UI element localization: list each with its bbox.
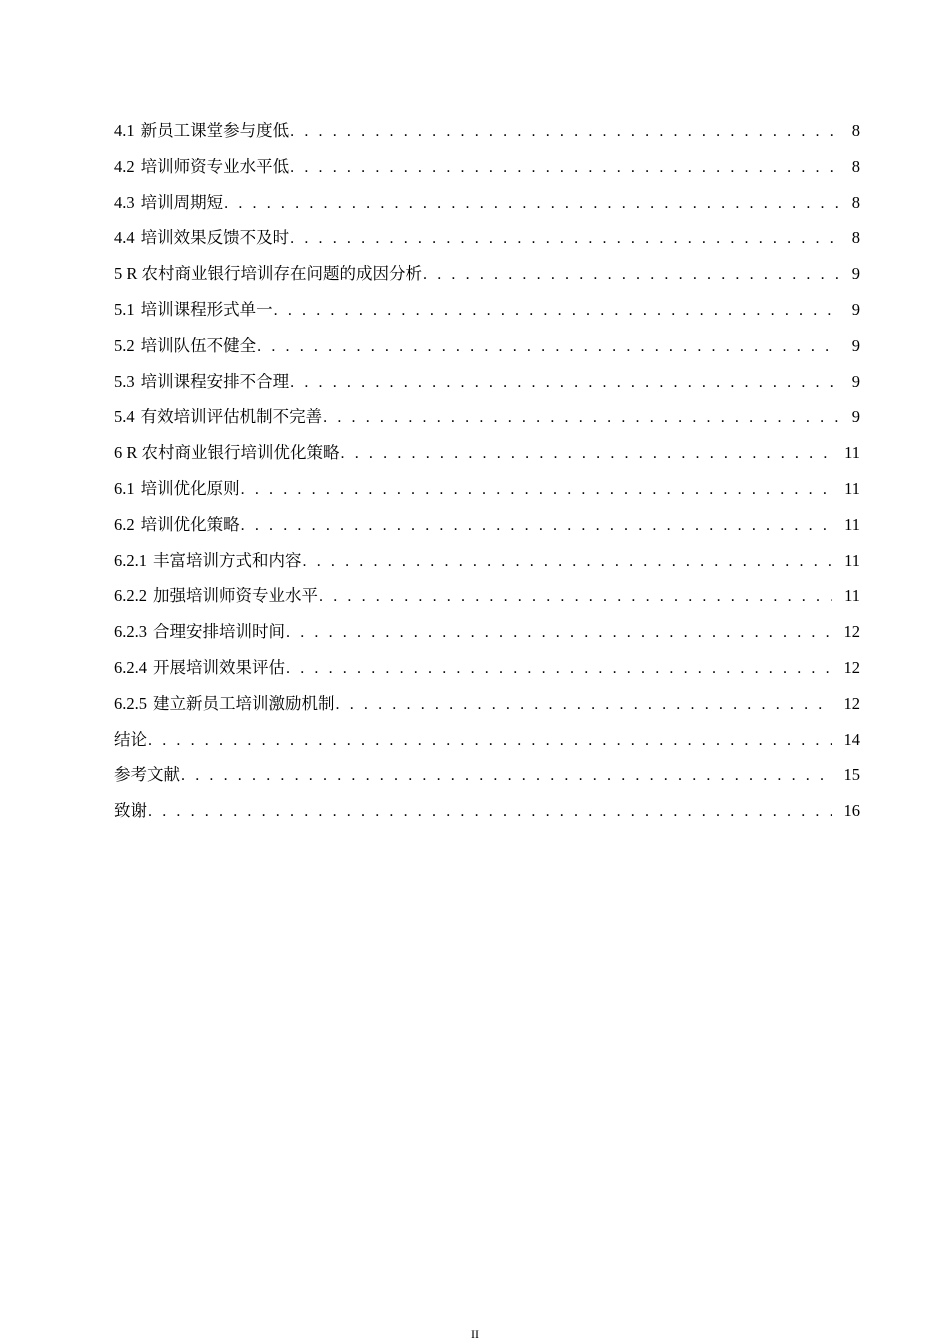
toc-entry-title	[114, 507, 240, 543]
toc-entry-number: 4.1	[114, 121, 135, 140]
toc-entry[interactable]	[114, 686, 860, 722]
toc-entry-title	[114, 471, 240, 507]
toc-leader-dots	[274, 293, 838, 329]
toc-entry-title: 结论	[114, 729, 147, 749]
toc-leader-dots	[290, 365, 838, 401]
toc-entry-text: 培训队伍不健全	[140, 335, 257, 355]
toc-chapter-entry[interactable]	[114, 757, 860, 793]
toc-entry-number: 5.2	[114, 335, 135, 355]
toc-entry[interactable]	[114, 578, 860, 614]
toc-leader-dots	[224, 186, 838, 222]
toc-entry-page: 9	[851, 407, 860, 427]
toc-entry-page: 16	[843, 801, 860, 821]
toc-entry-number: 4.2	[114, 156, 135, 176]
toc-entry-number: 4.4	[114, 228, 135, 248]
toc-entry-title	[114, 185, 223, 221]
toc-entry-number: 6.2.3	[114, 622, 147, 642]
toc-entry[interactable]	[114, 149, 860, 185]
toc-entry-text: 建立新员工培训激励机制	[153, 693, 335, 713]
toc-leader-dots	[303, 544, 833, 580]
toc-leader-dots	[148, 723, 832, 759]
toc-entry-title: 6 R 农村商业银行培训优化策略	[114, 443, 340, 463]
toc-leader-dots	[286, 651, 832, 687]
toc-entry-page: 8	[851, 121, 860, 140]
toc-entry-page: 12	[843, 622, 860, 642]
toc-entry-number: 6.2.4	[114, 657, 147, 677]
toc-leader-dots	[290, 221, 838, 257]
toc-entry-title	[114, 292, 273, 328]
toc-entry-number: 6.2	[114, 514, 135, 534]
toc-entry-title	[114, 220, 289, 256]
toc-entry-text: 培训课程形式单一	[140, 299, 273, 319]
toc-chapter-entry[interactable]	[114, 722, 860, 758]
toc-entry-text: 培训优化原则	[140, 478, 240, 498]
toc-entry-page: 12	[843, 657, 860, 677]
toc-entry-page: 11	[844, 586, 860, 606]
toc-entry-page: 9	[851, 299, 860, 319]
toc-entry-page: 11	[844, 443, 860, 463]
toc-entry-title: 5 R 农村商业银行培训存在问题的成因分析	[114, 264, 423, 284]
toc-entry-title: 参考文献	[114, 765, 180, 785]
toc-entry-text: 合理安排培训时间	[153, 622, 285, 642]
toc-entry-page: 11	[844, 550, 860, 570]
toc-chapter-entry[interactable]	[114, 256, 860, 292]
toc-entry-page: 15	[843, 765, 860, 785]
toc-entry-number: 6.2.2	[114, 586, 147, 606]
toc-leader-dots	[257, 329, 838, 365]
toc-leader-dots	[336, 687, 832, 723]
toc-entry-number: 5.4	[114, 407, 135, 427]
toc-entry-title: 致谢	[114, 801, 147, 821]
toc-leader-dots	[148, 794, 832, 830]
footer-page-number: II	[471, 1327, 479, 1341]
toc-entry-text: 丰富培训方式和内容	[153, 550, 302, 570]
toc-entry[interactable]	[114, 292, 860, 328]
toc-entry-title	[114, 614, 285, 650]
toc-leader-dots	[323, 400, 838, 436]
toc-entry-number: 5.3	[114, 371, 135, 391]
toc-entry-page: 11	[844, 514, 860, 534]
toc-entry-page: 8	[851, 156, 860, 176]
toc-leader-dots	[423, 257, 838, 293]
toc-chapter-entry[interactable]	[114, 793, 860, 829]
toc-entry-text: 培训效果反馈不及时	[140, 228, 290, 248]
toc-entry-title	[114, 364, 289, 400]
toc-entry-page: 9	[851, 335, 860, 355]
toc-entry-number: 6.1	[114, 478, 135, 498]
toc-chapter-entry[interactable]	[114, 435, 860, 471]
toc-entry-number: 5.1	[114, 299, 135, 319]
toc-entry[interactable]	[114, 650, 860, 686]
toc-entry-title	[114, 399, 322, 435]
toc-entry[interactable]	[114, 399, 860, 435]
toc-entry-title	[114, 328, 256, 364]
toc-entry-page: 9	[851, 371, 860, 391]
toc-leader-dots	[241, 472, 832, 508]
toc-entry-page: 12	[843, 693, 860, 713]
toc-entry-page: 11	[844, 478, 860, 498]
toc-leader-dots	[290, 114, 838, 150]
toc-entry[interactable]	[114, 328, 860, 364]
toc-leader-dots	[181, 758, 832, 794]
toc-entry[interactable]	[114, 471, 860, 507]
toc-entry-page: 14	[843, 729, 860, 749]
toc-entry-title	[114, 543, 302, 579]
toc-entry-title	[114, 650, 285, 686]
toc-entry[interactable]	[114, 185, 860, 221]
toc-entry[interactable]	[114, 614, 860, 650]
toc-entry-title	[114, 686, 335, 722]
toc-entry-title	[114, 578, 318, 614]
toc-entry[interactable]	[114, 364, 860, 400]
toc-entry-text: 培训师资专业水平低	[140, 156, 290, 176]
toc-entry-page: 8	[851, 192, 860, 212]
toc-entry-text: 加强培训师资专业水平	[153, 586, 318, 606]
toc-leader-dots	[319, 579, 832, 615]
toc-entry-text: 培训周期短	[140, 192, 224, 212]
toc-entry-page: 9	[851, 264, 860, 284]
toc-leader-dots	[241, 508, 832, 544]
toc-entry-text: 培训优化策略	[140, 514, 240, 534]
toc-entry-text: 培训课程安排不合理	[140, 371, 290, 391]
toc-leader-dots	[286, 615, 832, 651]
toc-entry-text: 有效培训评估机制不完善	[140, 407, 323, 427]
table-of-contents	[114, 113, 860, 829]
toc-leader-dots	[290, 150, 838, 186]
toc-entry-number: 4.3	[114, 192, 135, 212]
toc-entry[interactable]	[114, 507, 860, 543]
toc-entry-title	[114, 149, 289, 185]
toc-entry-text: 新员工课堂参与度低	[140, 121, 290, 140]
toc-entry-number: 6.2.1	[114, 550, 147, 570]
toc-entry[interactable]	[114, 220, 860, 256]
toc-entry-title	[114, 113, 289, 149]
toc-entry-number: 6.2.5	[114, 693, 147, 713]
toc-entry[interactable]	[114, 113, 860, 149]
toc-entry-text: 开展培训效果评估	[153, 657, 285, 677]
toc-entry-page: 8	[851, 228, 860, 248]
toc-leader-dots	[341, 436, 833, 472]
toc-entry[interactable]	[114, 543, 860, 579]
